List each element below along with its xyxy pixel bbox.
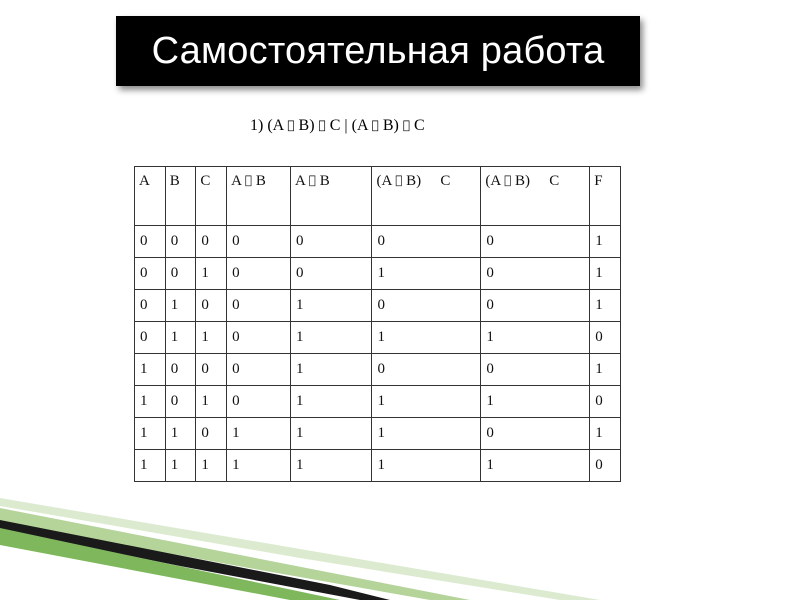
table-cell: 1 bbox=[227, 418, 291, 450]
table-cell: 0 bbox=[227, 226, 291, 258]
table-cell: 0 bbox=[135, 290, 166, 322]
table-cell: 1 bbox=[165, 450, 196, 482]
placeholder-glyph bbox=[287, 118, 294, 132]
table-cell: 0 bbox=[165, 258, 196, 290]
table-cell: 1 bbox=[481, 450, 590, 482]
table-cell: 1 bbox=[291, 322, 372, 354]
table-cell: 0 bbox=[227, 386, 291, 418]
table-cell: 1 bbox=[372, 258, 481, 290]
placeholder-glyph bbox=[403, 118, 410, 132]
table-cell: 0 bbox=[196, 226, 227, 258]
table-row bbox=[135, 354, 621, 386]
table-cell: 1 bbox=[196, 322, 227, 354]
table-row bbox=[135, 322, 621, 354]
table-cell: 1 bbox=[590, 354, 621, 386]
table-cell: 0 bbox=[372, 290, 481, 322]
table-cell: 1 bbox=[165, 322, 196, 354]
table-cell: 1 bbox=[135, 418, 166, 450]
table-cell: 1 bbox=[291, 418, 372, 450]
column-header: (A B) C bbox=[372, 167, 481, 226]
table-cell: 0 bbox=[481, 354, 590, 386]
table-row bbox=[135, 450, 621, 482]
table-cell: 0 bbox=[227, 290, 291, 322]
table-cell: 0 bbox=[481, 258, 590, 290]
table-cell: 0 bbox=[227, 258, 291, 290]
table-cell: 0 bbox=[135, 226, 166, 258]
column-header: (A B) C bbox=[481, 167, 590, 226]
table-cell: 0 bbox=[135, 258, 166, 290]
title-banner bbox=[116, 16, 640, 86]
table-cell: 0 bbox=[481, 290, 590, 322]
formula-part: 1) (A bbox=[250, 117, 288, 134]
formula-part: B) bbox=[287, 117, 308, 134]
table-cell: 0 bbox=[165, 354, 196, 386]
slide-title: Самостоятельная работа bbox=[151, 29, 605, 72]
column-header: B bbox=[165, 167, 196, 226]
table-cell: 0 bbox=[196, 418, 227, 450]
column-header: C bbox=[196, 167, 227, 226]
table-row bbox=[135, 386, 621, 418]
table-cell: 0 bbox=[227, 354, 291, 386]
table-cell: 1 bbox=[196, 258, 227, 290]
table-cell: 1 bbox=[590, 418, 621, 450]
table-cell: 1 bbox=[372, 418, 481, 450]
table-cell: 1 bbox=[291, 290, 372, 322]
placeholder-glyph bbox=[319, 118, 326, 132]
table-cell: 0 bbox=[227, 322, 291, 354]
column-header: A B bbox=[291, 167, 372, 226]
placeholder-glyph bbox=[372, 118, 379, 132]
table-cell: 0 bbox=[590, 322, 621, 354]
task-formula bbox=[250, 117, 425, 135]
table-cell: 0 bbox=[165, 226, 196, 258]
table-cell: 1 bbox=[291, 354, 372, 386]
table-cell: 1 bbox=[196, 386, 227, 418]
table-cell: 0 bbox=[590, 386, 621, 418]
table-cell: 1 bbox=[165, 290, 196, 322]
column-header: A B bbox=[227, 167, 291, 226]
truth-table bbox=[134, 166, 621, 482]
table-cell: 0 bbox=[165, 386, 196, 418]
table-cell: 0 bbox=[590, 450, 621, 482]
column-header: F bbox=[590, 167, 621, 226]
formula-part: C bbox=[369, 117, 380, 134]
table-cell: 1 bbox=[590, 290, 621, 322]
table-cell: 1 bbox=[227, 450, 291, 482]
table-cell: 0 bbox=[372, 354, 481, 386]
formula-part: B) bbox=[349, 117, 370, 134]
table-cell: 0 bbox=[372, 226, 481, 258]
table-cell: 1 bbox=[135, 450, 166, 482]
table-cell: 1 bbox=[590, 258, 621, 290]
table-cell: 1 bbox=[135, 354, 166, 386]
formula-part: C | (A bbox=[307, 117, 350, 134]
table-row bbox=[135, 290, 621, 322]
table-cell: 1 bbox=[291, 450, 372, 482]
table-cell: 1 bbox=[481, 322, 590, 354]
table-row bbox=[135, 226, 621, 258]
table-cell: 1 bbox=[372, 322, 481, 354]
table-cell: 1 bbox=[135, 386, 166, 418]
table-cell: 0 bbox=[291, 226, 372, 258]
table-cell: 1 bbox=[372, 450, 481, 482]
table-row bbox=[135, 418, 621, 450]
table-cell: 0 bbox=[481, 226, 590, 258]
table-cell: 1 bbox=[291, 386, 372, 418]
table-cell: 1 bbox=[481, 386, 590, 418]
table-cell: 1 bbox=[590, 226, 621, 258]
table-cell: 0 bbox=[481, 418, 590, 450]
table-cell: 1 bbox=[165, 418, 196, 450]
table-cell: 1 bbox=[372, 386, 481, 418]
table-cell: 0 bbox=[135, 322, 166, 354]
column-header: A bbox=[135, 167, 166, 226]
table-cell: 0 bbox=[196, 354, 227, 386]
table-row bbox=[135, 258, 621, 290]
table-cell: 0 bbox=[196, 290, 227, 322]
table-cell: 0 bbox=[291, 258, 372, 290]
table-cell: 1 bbox=[196, 450, 227, 482]
table-header-row bbox=[135, 167, 621, 226]
